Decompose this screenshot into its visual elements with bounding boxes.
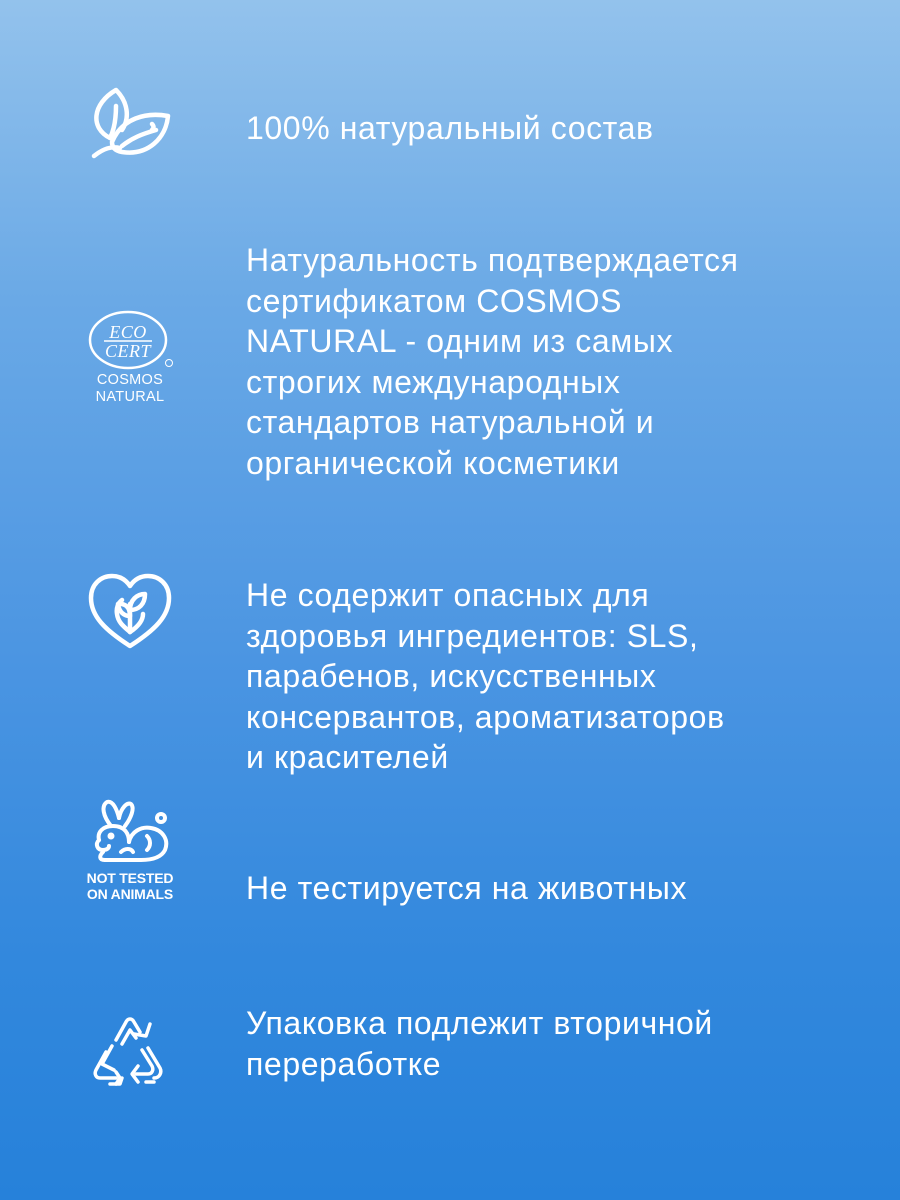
feature-text-natural: 100% натуральный состав xyxy=(246,110,654,146)
heart-sprout-icon xyxy=(85,570,175,652)
feature-text-animals: Не тестируется на животных xyxy=(246,870,688,906)
feature-text-cosmos: Натуральность подтверждается сертификатом COSMOS NATURAL - одним из самых строгих международных стандартов натуральной и органической косметики xyxy=(246,242,739,481)
ecocert-badge-icon xyxy=(80,308,180,370)
recycle-icon-wrapper xyxy=(80,1004,180,1096)
not-tested-badge xyxy=(80,796,180,902)
ecocert-logo-text: ECO xyxy=(109,322,147,342)
feature-text-ingredients: Не содержит опасных для здоровья ингредиентов: SLS, парабенов, искусственных консервантов, ароматизаторов и красителей xyxy=(246,577,725,775)
leaf-icon xyxy=(82,82,178,162)
recycle-icon xyxy=(82,1004,178,1096)
feature-text-recycle: Упаковка подлежит вторичной переработке xyxy=(246,1005,713,1082)
cosmos-natural-label: COSMOS NATURAL xyxy=(95,372,165,405)
rabbit-icon xyxy=(85,796,175,866)
leaf-icon-wrapper xyxy=(80,82,180,162)
not-tested-label: NOT TESTED ON ANIMALS xyxy=(86,870,174,902)
ecocert-badge xyxy=(80,308,180,406)
svg-text:CERT: CERT xyxy=(104,341,152,361)
heart-sprout-icon-wrapper xyxy=(80,570,180,652)
